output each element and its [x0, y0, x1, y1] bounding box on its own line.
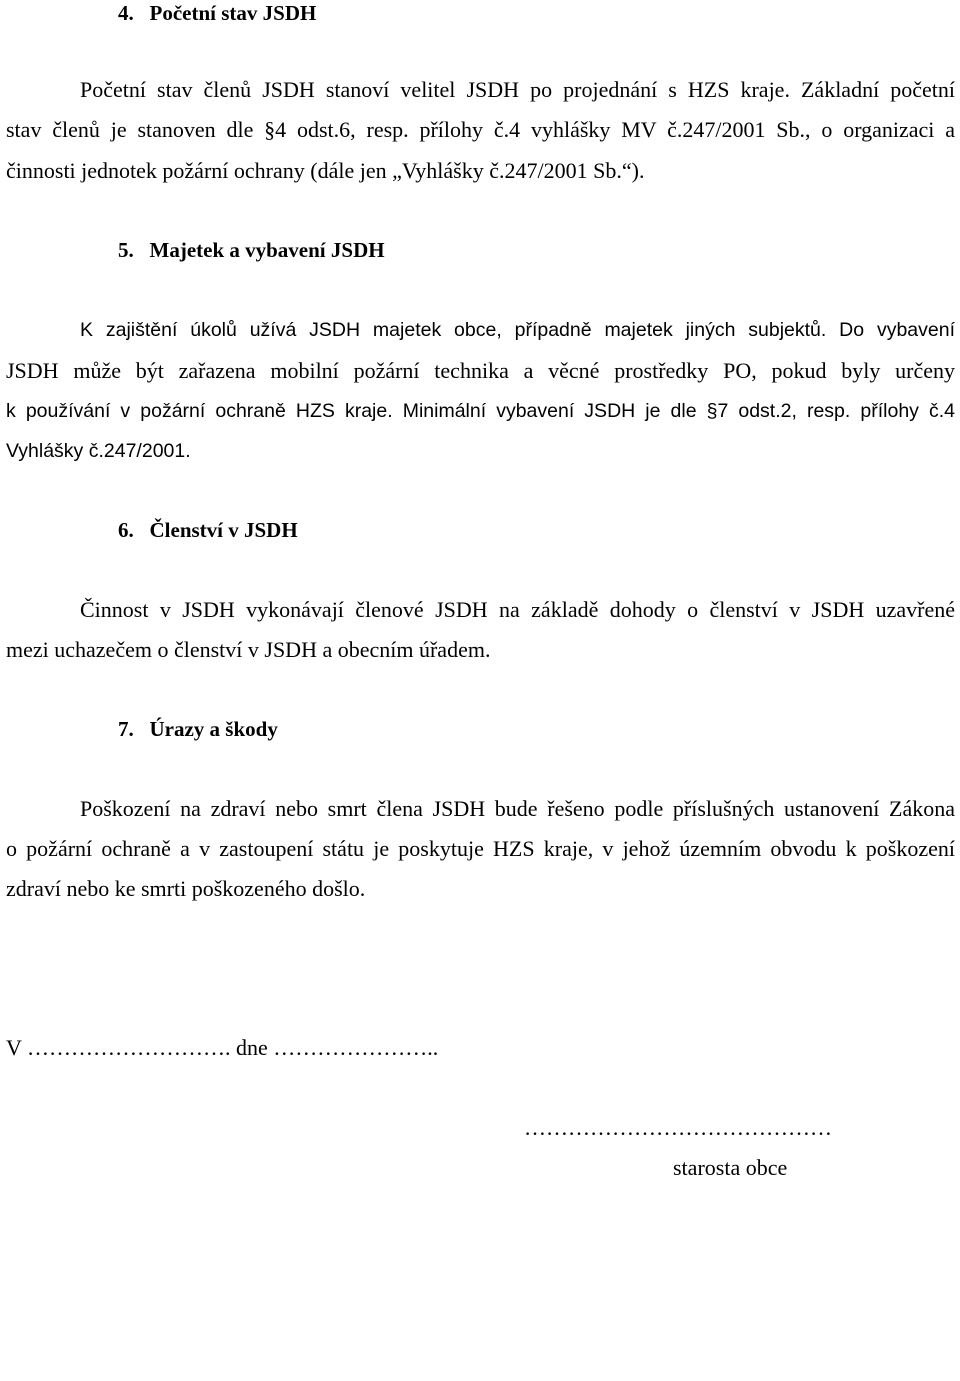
section-4-title: Početní stav JSDH — [149, 1, 317, 25]
section-7-heading — [118, 716, 278, 742]
section-4-heading — [118, 0, 316, 26]
section-5-line-2: JSDH může být zařazena mobilní požární technika a věcné prostředky PO, pokud byly určeny — [6, 358, 955, 383]
section-5-heading — [118, 237, 385, 263]
section-6-heading — [118, 517, 298, 543]
section-7-number: 7. — [118, 717, 134, 741]
section-6-number: 6. — [118, 518, 134, 542]
section-4-line-3: činnosti jednotek požární ochrany (dále jen „Vyhlášky č.247/2001 Sb.“). — [6, 158, 645, 183]
section-5-title: Majetek a vybavení JSDH — [149, 238, 385, 262]
section-5-line-4: Vyhlášky č.247/2001. — [6, 440, 191, 462]
section-4-number: 4. — [118, 1, 134, 25]
section-7-line-3: zdraví nebo ke smrti poškozeného došlo. — [6, 876, 366, 901]
section-4-line-1: Početní stav členů JSDH stanoví velitel JSDH po projednání s HZS kraje. Základní početní — [80, 77, 955, 102]
signature-dots-line: …………………………………… — [524, 1115, 832, 1140]
section-5-line-1: K zajištění úkolů užívá JSDH majetek obce, případně majetek jiných subjektů. Do vybavení — [80, 319, 955, 341]
section-7-title: Úrazy a škody — [149, 717, 278, 741]
section-6-line-1: Činnost v JSDH vykonávají členové JSDH na základě dohody o členství v JSDH uzavřené — [80, 597, 955, 622]
section-7-line-1: Poškození na zdraví nebo smrt člena JSDH bude řešeno podle příslušných ustanovení Zákona — [80, 796, 955, 821]
section-6-title: Členství v JSDH — [149, 518, 298, 542]
section-6-line-2: mezi uchazečem o členství v JSDH a obecním úřadem. — [6, 637, 491, 662]
section-4-line-2: stav členů je stanoven dle §4 odst.6, resp. přílohy č.4 vyhlášky MV č.247/2001 Sb., o organizaci a — [6, 117, 955, 142]
section-5-number: 5. — [118, 238, 134, 262]
section-7-line-2: o požární ochraně a v zastoupení státu je poskytuje HZS kraje, v jehož územním obvodu k poškození — [6, 836, 955, 861]
place-date-line: V ………………………. dne ………………….. — [6, 1035, 439, 1060]
signer-label: starosta obce — [673, 1155, 788, 1180]
section-5-line-3: k používání v požární ochraně HZS kraje. Minimální vybavení JSDH je dle §7 odst.2, resp. přílohy č.4 — [6, 400, 955, 422]
